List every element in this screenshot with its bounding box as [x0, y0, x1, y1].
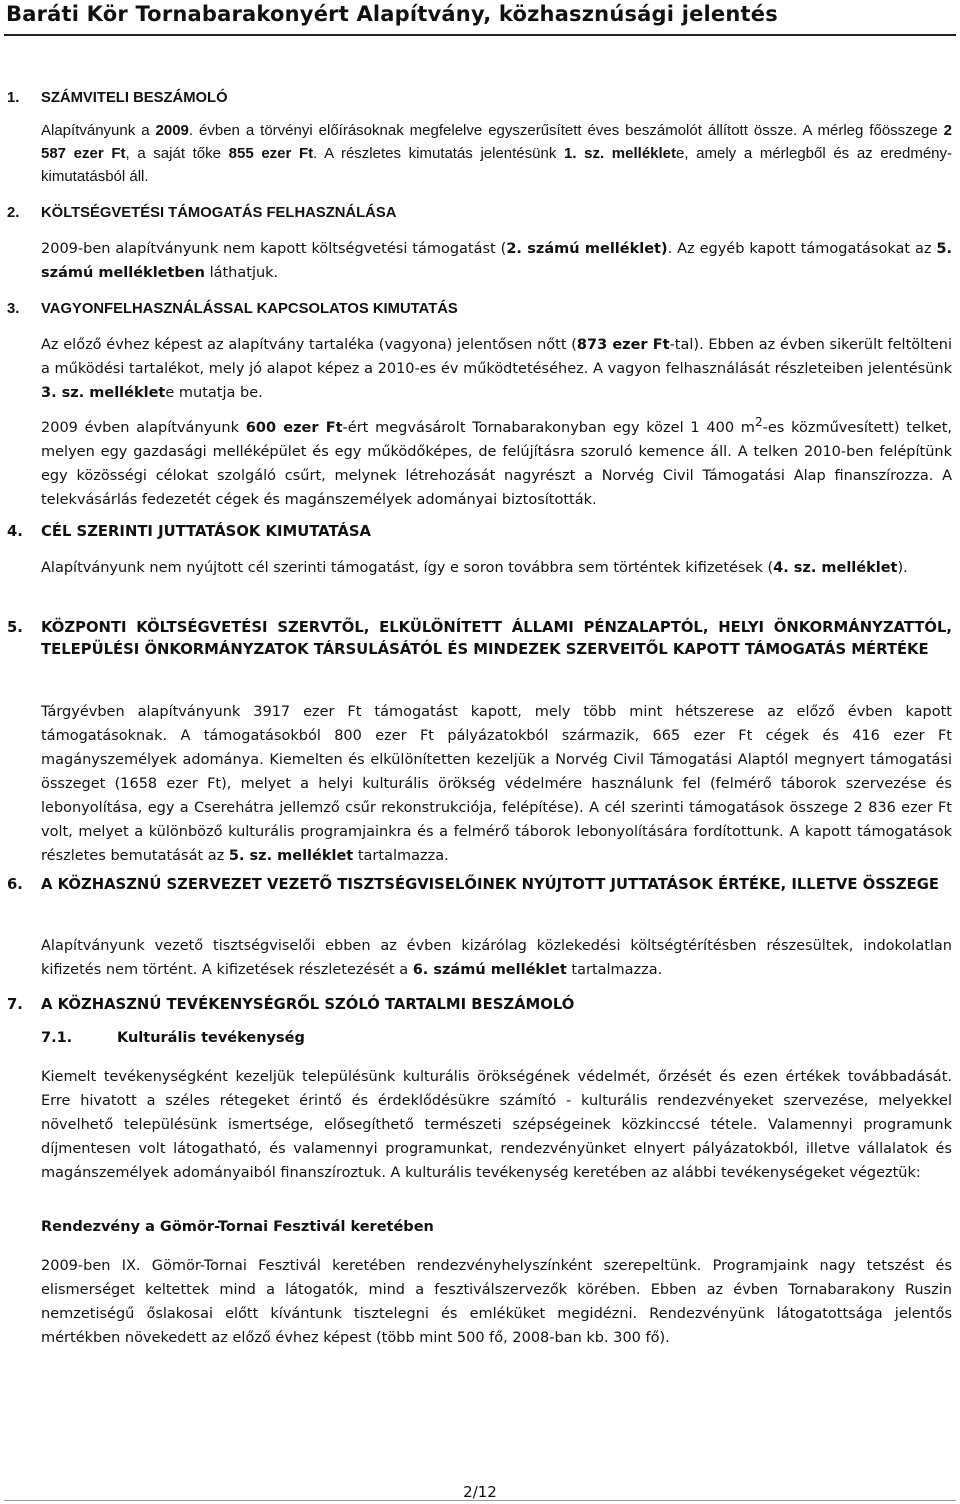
bold-text-run: 600 ezer Ft	[245, 419, 343, 436]
section-title: KÖZPONTI KÖLTSÉGVETÉSI SZERVTŐL, ELKÜLÖNÍTETT ÁLLAMI PÉNZALAPTÓL, HELYI ÖNKORMÁNYZATTÓL, TELEPÜLÉSI ÖNKORMÁNYZATOK TÁRSULÁSÁTÓL ÉS MINDEZEK SZERVEITŐL KAPOTT TÁMOGATÁS MÉRTÉKE	[41, 619, 952, 658]
festival-heading: Rendezvény a Gömör-Tornai Fesztivál keretében	[41, 1219, 434, 1235]
text-run: tartalmazza.	[566, 962, 663, 978]
paragraph-support-amount	[41, 700, 952, 868]
bold-text-run: 5. számú mellékletben	[41, 241, 952, 281]
header-divider	[4, 34, 956, 36]
text-run: 2009-ben IX. Gömör-Tornai Fesztivál keretében rendezvényhelyszínként szerepeltünk. Programjaink nagy tetszést és elismerséget keltettek mind a látogatók, mind a fesztiválszervezők körében. Ebben az évben Tornabarakony Ruszin nemzetiségű őslakosai előtt kívántunk tisztelegni és emléküket megidézni. Rendezvényünk látogatottsága jelentős mértékben növekedett az előző évhez képest (több mint 500 fő, 2008-ban kb. 300 fő).	[41, 1258, 952, 1346]
bold-text-run: 6. számú melléklet	[412, 962, 567, 978]
text-run: 2009-ben alapítványunk nem kapott költségvetési támogatást (	[41, 241, 507, 257]
section-heading-4	[7, 521, 952, 543]
text-run: -es közművesített) telket, melyen egy gazdasági melléképület és egy működőképes, de felújításra szoruló kemence áll. A telken 2010-ben felépítünk egy közösségi célokat szolgáló csűrt, melynek létrehozását nagyrészt a Norvég Civil Támogatási Alap finanszírozza. A telekvásárlás fedezetét cégek és magánszemélyek adományai biztosították.	[41, 419, 952, 508]
section-heading-6	[7, 874, 952, 896]
text-run: Az előző évhez képest az alapítvány tartaléka (vagyona) jelentősen nőtt (	[41, 337, 577, 353]
paragraph-assets	[41, 333, 952, 405]
bold-text-run: 1. sz. melléklet	[564, 145, 677, 162]
bold-text-run: 855 ezer Ft	[228, 145, 314, 162]
subsection-heading-7-1	[41, 1030, 305, 1046]
text-run: Alapítványunk vezető tisztségviselői ebben az évben kizárólag közlekedési költségtérítésben részesültek, indokolatlan kifizetés nem történt. A kifizetések részletezését a	[41, 938, 952, 978]
superscript: 2	[754, 415, 763, 429]
section-title: SZÁMVITELI BESZÁMOLÓ	[41, 90, 228, 106]
section-title: VAGYONFELHASZNÁLÁSSAL KAPCSOLATOS KIMUTATÁS	[41, 301, 458, 317]
section-number: 6.	[7, 876, 23, 893]
bold-text-run: 3. sz. melléklet	[41, 385, 166, 401]
text-run: e mutatja be.	[165, 385, 263, 401]
section-number: 2.	[7, 205, 20, 221]
text-run: . Az egyéb kapott támogatásokat az	[667, 241, 937, 257]
bold-text-run: 4. sz. melléklet	[773, 560, 898, 576]
paragraph-budget-support	[41, 237, 952, 285]
section-heading-7	[7, 994, 952, 1016]
document-header-title: Baráti Kör Tornabarakonyért Alapítvány, közhasznúsági jelentés	[6, 2, 778, 26]
text-run: 2009 évben alapítványunk	[41, 419, 246, 436]
page-number: 2/12	[463, 1483, 497, 1501]
section-heading-5	[7, 617, 952, 661]
text-run: tartalmazza.	[353, 848, 449, 864]
paragraph-land-purchase	[41, 410, 952, 512]
subsection-number: 7.1.	[41, 1030, 73, 1046]
text-run: Alapítványunk a	[41, 122, 156, 139]
text-run: ).	[897, 560, 908, 576]
text-run: , a saját tőke	[125, 145, 229, 162]
text-run: -ért megvásárolt Tornabarakonyban egy közel 1 400 m	[342, 419, 755, 436]
section-number: 5.	[7, 619, 23, 636]
section-title: KÖLTSÉGVETÉSI TÁMOGATÁS FELHASZNÁLÁSA	[41, 205, 397, 221]
paragraph-festival	[41, 1254, 952, 1350]
text-run: Kiemelt tevékenységként kezeljük településünk kulturális örökségének védelmét, őrzését és ezen értékek továbbadását. Erre hivatott a széles rétegeket érintő és érdeklődésükre számító - kulturális rendezvényeket szervezése, melyekkel növelhető településünk ismertsége, elősegíthető természeti szépségeinek közkinccsé tétele. Valamennyi programunk díjmentesen volt látogatható, és valamennyi programunkat, rendezvényünket elnyert pályázatokból, illetve vállalatok és magánszemélyek adományaiból finanszíroztuk. A kulturális tevékenység keretében az alábbi tevékenységeket végeztük:	[41, 1069, 952, 1181]
section-title: CÉL SZERINTI JUTTATÁSOK KIMUTATÁSA	[41, 523, 371, 540]
text-run: Tárgyévben alapítványunk 3917 ezer Ft támogatást kapott, mely több mint hétszerese az előző évben kapott támogatásoknak. A támogatásokból 800 ezer Ft pályázatokból származik, 665 ezer Ft cégek és 416 ezer Ft magányszemélyek adománya. Kiemelten és elkülönítetten kezeljük a Norvég Civil Támogatási Alaptól megnyert támogatási összeget (1658 ezer Ft), melyet a helyi kulturális örökség védelmére használunk fel (felmérő táborok szervezése és lebonyolítása, egy a Cserehátra jellemző csűr rekonstrukciója, felépítése). A cél szerinti támogatások összege 2 836 ezer Ft volt, melyet a különböző kulturális programjainkra és a felmérő táborok lebonyolítására fordítottunk. A kapott támogatások részletes bemutatását az	[41, 704, 952, 864]
paragraph-cultural-activity	[41, 1065, 952, 1185]
text-run: láthatjuk.	[204, 265, 279, 281]
text-run: . évben a törvényi előírásoknak megfelelve egyszerűsített éves beszámolót állított össze. A mérleg főösszege	[188, 122, 944, 139]
paragraph-officer-payments	[41, 934, 952, 982]
section-heading-1	[7, 87, 952, 109]
section-number: 3.	[7, 301, 20, 317]
section-heading-2	[7, 202, 952, 224]
bold-text-run: 5. sz. melléklet	[228, 848, 354, 864]
bold-text-run: 873 ezer Ft	[576, 337, 670, 353]
paragraph-accounting	[41, 119, 952, 188]
section-heading-3	[7, 298, 952, 320]
section-number: 1.	[7, 90, 20, 106]
section-title: A KÖZHASZNÚ TEVÉKENYSÉGRŐL SZÓLÓ TARTALMI BESZÁMOLÓ	[41, 996, 575, 1013]
bold-text-run: 2. számú melléklet)	[506, 241, 668, 257]
bold-text-run: 2 587 ezer Ft	[41, 122, 952, 162]
subsection-title: Kulturális tevékenység	[117, 1030, 305, 1046]
text-run: . A részletes kimutatás jelentésünk	[313, 145, 564, 162]
section-number: 7.	[7, 996, 23, 1013]
section-number: 4.	[7, 523, 23, 540]
text-run: e, amely a mérlegből és az eredmény-kimutatásból áll.	[41, 145, 953, 185]
text-run: Alapítványunk nem nyújtott cél szerinti támogatást, így e soron továbbra sem történtek kifizetések (	[41, 560, 774, 576]
bold-text-run: 2009	[155, 122, 189, 139]
paragraph-target-grants	[41, 556, 952, 580]
footer-divider	[4, 1500, 956, 1501]
text-run: -tal). Ebben az évben sikerült feltölteni a működési tartalékot, mely jó alapot képez a 2010-es év működtetéséhez. A vagyon felhasználását részleteiben jelentésünk	[41, 337, 952, 377]
section-title: A KÖZHASZNÚ SZERVEZET VEZETŐ TISZTSÉGVISELŐINEK NYÚJTOTT JUTTATÁSOK ÉRTÉKE, ILLETVE ÖSSZEGE	[41, 876, 939, 893]
